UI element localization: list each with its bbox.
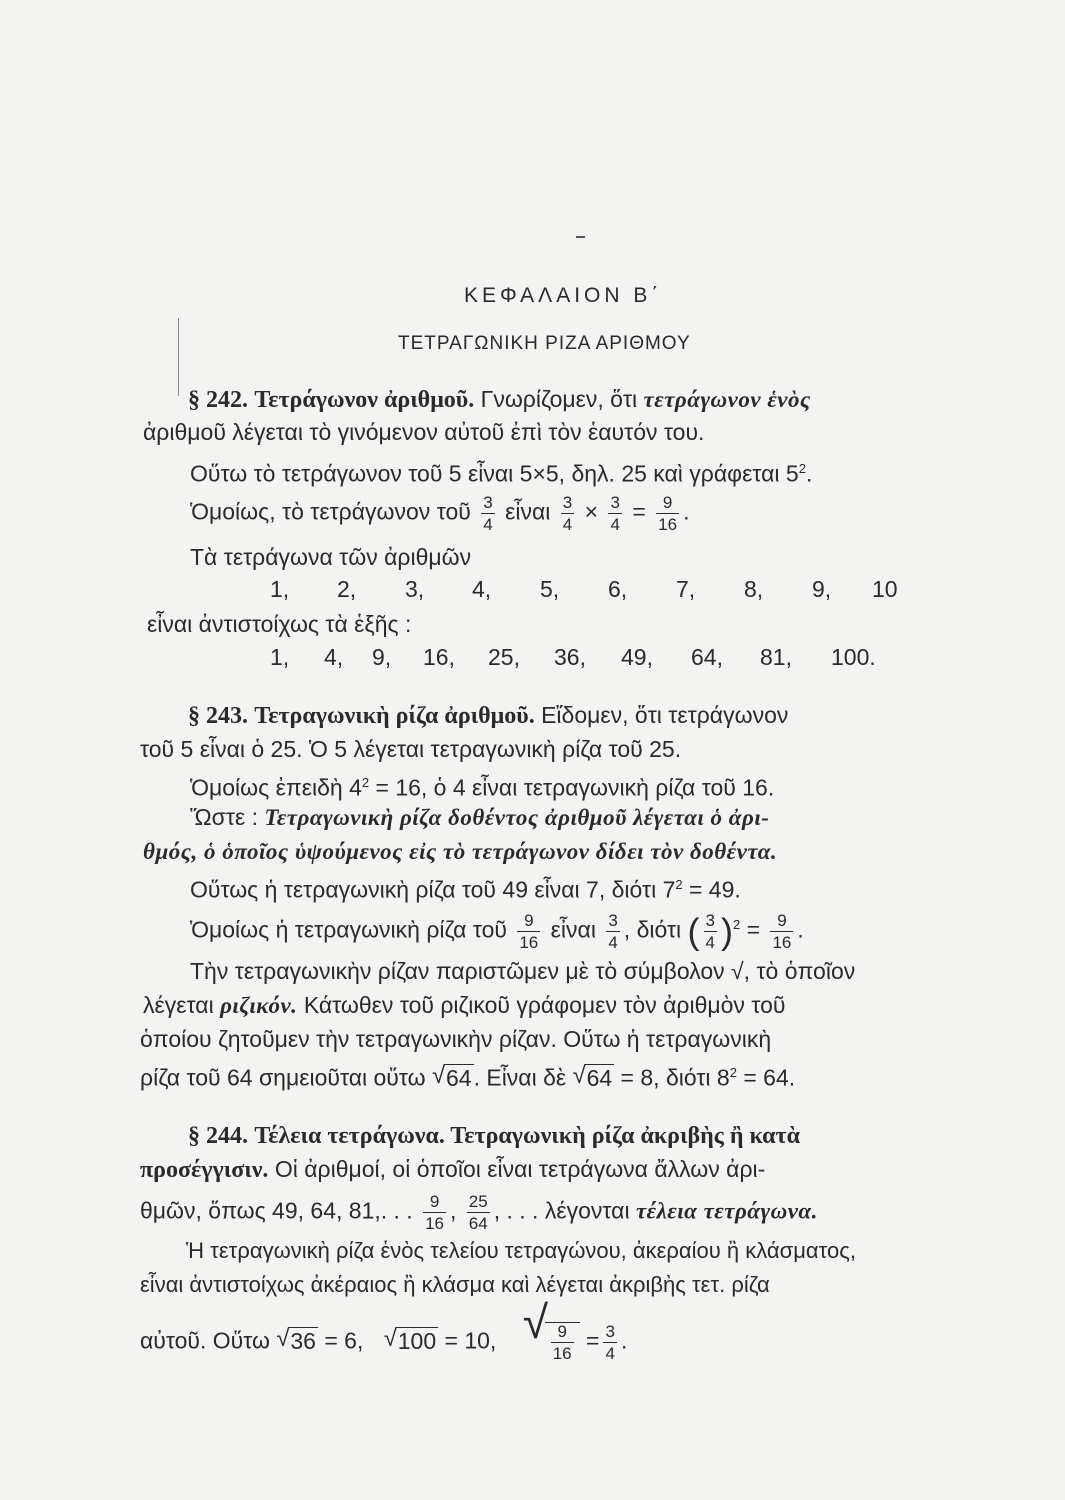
number: 9, [812, 576, 832, 602]
fraction-3-4: $\frac{3}{4}$ [483, 493, 493, 534]
text: Οὕτω τὸ τετράγωνον τοῦ 5 εἶναι 5×5, δηλ. 25 καὶ γράφεται 5 [190, 460, 799, 487]
square-root-36: √ 36 [276, 1324, 316, 1354]
number: 16, [423, 644, 455, 670]
text: = 16, ὁ 4 εἶναι τετραγωνικὴ ρίζα τοῦ 16. [369, 774, 775, 801]
fraction-25-64: $\frac{25}{64}$ [468, 1192, 488, 1233]
number: 64, [691, 644, 723, 670]
s242-line-4 [190, 494, 689, 533]
number: 49, [621, 644, 653, 670]
number: 2, [337, 576, 357, 602]
equals-sign: = [586, 1327, 600, 1354]
text: , . . . λέγονται [493, 1197, 630, 1224]
definition-emphasis: θμός, ὁ ὁποῖος ὑψούμενος εἰς τὸ τετράγωνον δίδει τὸν δοθέντα. [143, 839, 778, 864]
left-paren: ( [687, 910, 700, 952]
scan-mark [576, 236, 585, 238]
text: αὐτοῦ. Οὕτω [140, 1327, 270, 1354]
s242-line-1 [188, 383, 811, 416]
fraction-3-4: $\frac{3}{4}$ [605, 1322, 615, 1363]
times-sign: × [584, 498, 599, 525]
s244-line-3 [140, 1193, 818, 1232]
text: = 6, [317, 1327, 364, 1354]
fraction-3-4: $\frac{3}{4}$ [562, 493, 573, 534]
text: εἶναι [505, 498, 551, 525]
s243-line-9 [143, 989, 785, 1022]
emphasis: τετράγωνον ἑνὸς [643, 387, 811, 412]
text: = 64. [736, 1064, 796, 1091]
text: Ὁμοίως ἡ τετραγωνικὴ ρίζα τοῦ [190, 916, 507, 943]
s243-line-4 [190, 801, 769, 834]
text: . [620, 1327, 628, 1354]
s242-line-5: Τὰ τετράγωνα τῶν ἀριθμῶν [190, 544, 472, 570]
text: , [450, 1197, 457, 1224]
text: Ὁμοίως ἐπειδὴ 4 [190, 774, 362, 801]
fraction-9-16: $\frac{9}{16}$ [658, 493, 678, 534]
number: 3, [405, 576, 425, 602]
number: 9, [372, 644, 392, 670]
fraction-9-16: $\frac{9}{16}$ [519, 911, 539, 953]
emphasis: τέλεια τετράγωνα. [635, 1198, 818, 1224]
right-paren: ) [721, 910, 734, 952]
s244-line-5: εἶναι ἀντιστοίχως ἀκέραιος ἢ κλάσμα καὶ λέγεται ἀκριβὴς τετ. ρίζα [140, 1272, 770, 1297]
text: λέγεται [143, 992, 214, 1018]
superscript: 2 [361, 775, 370, 790]
s243-line-7 [190, 909, 804, 951]
superscript: 2 [733, 917, 741, 932]
chapter-heading: ΚΕΦΑΛΑΙΟΝ Β΄ [464, 284, 663, 307]
s243-line-8: Τὴν τετραγωνικὴν ρίζαν παριστῶμεν μὲ τὸ σύμβολον √, τὸ ὁποῖον [190, 958, 856, 984]
section-number: § 243. [188, 703, 248, 729]
s242-line-2: ἀριθμοῦ λέγεται τὸ γινόμενον αὐτοῦ ἐπὶ τὸν ἑαυτόν του. [143, 419, 705, 445]
square-root-64: √ 64 [572, 1061, 613, 1091]
fraction-9-16: $\frac{9}{16}$ [772, 911, 792, 953]
section-title: Τέλεια τετράγωνα. Τετραγωνικὴ ρίζα ἀκριβὴς ἢ κατὰ [254, 1123, 800, 1149]
equals-sign: = [746, 916, 761, 943]
number: 4, [472, 576, 492, 602]
fraction-3-4: $\frac{3}{4}$ [705, 911, 716, 953]
section-number: § 242. [188, 387, 248, 413]
number: 81, [760, 644, 792, 670]
text: Ὥστε : [190, 804, 259, 830]
text: Οἱ ἀριθμοί, οἱ ὁποῖοι εἶναι τετράγωνα ἄλλων ἀρι- [274, 1156, 766, 1182]
square-root-9-16: √ $\frac{9}{16}$ [523, 1322, 580, 1362]
s244-line-1 [188, 1119, 800, 1152]
s242-line-7: εἶναι ἀντιστοίχως τὰ ἑξῆς : [147, 611, 412, 637]
text: Γνωρίζομεν, ὅτι [480, 386, 638, 412]
s244-line-4: Ἡ τετραγωνικὴ ρίζα ἑνὸς τελείου τετραγώνου, ἀκεραίου ἢ κλάσματος, [186, 1238, 856, 1263]
section-title: Τετραγωνικὴ ρίζα ἀριθμοῦ. [254, 703, 535, 729]
s244-line-2 [140, 1153, 765, 1186]
number: 100. [831, 644, 876, 670]
text: = 10, [438, 1327, 497, 1354]
number: 6, [608, 576, 628, 602]
number: 5, [540, 576, 560, 602]
text: = 49. [682, 876, 741, 903]
square-root-100: √ 100 [383, 1324, 437, 1354]
s243-line-11 [140, 1057, 795, 1094]
section-title: Τετράγωνον ἀριθμοῦ. [254, 387, 475, 413]
text: , διότι [623, 916, 682, 943]
chapter-title: ΤΕΤΡΑΓΩΝΙΚΗ ΡΙΖΑ ΑΡΙΘΜΟΥ [398, 333, 691, 354]
text: . [805, 460, 813, 487]
superscript: 2 [675, 877, 683, 892]
text: ρίζα τοῦ 64 σημειοῦται οὕτω [140, 1064, 426, 1091]
text: = 8, διότι 8 [614, 1064, 730, 1091]
text: . [683, 498, 690, 525]
s242-line-3 [190, 453, 812, 490]
text: θμῶν, ὅπως 49, 64, 81,. . . [140, 1197, 413, 1224]
s243-line-2: τοῦ 5 εἶναι ὁ 25. Ὁ 5 λέγεται τετραγωνικὴ ρίζα τοῦ 25. [140, 736, 682, 762]
section-title: προσέγγισιν. [140, 1157, 269, 1183]
superscript: 2 [729, 1065, 737, 1080]
text: Εἴδομεν, ὅτι τετράγωνον [541, 702, 789, 728]
text: Ὁμοίως, τὸ τετράγωνον τοῦ [190, 498, 471, 525]
fraction-9-16: $\frac{9}{16}$ [552, 1322, 572, 1363]
scan-mark [178, 318, 179, 396]
number: 10 [872, 576, 898, 602]
number: 7, [676, 576, 696, 602]
s243-line-5 [143, 835, 777, 868]
text: . Εἶναι δὲ [473, 1064, 567, 1091]
text: Κάτωθεν τοῦ ριζικοῦ γράφομεν τὸν ἀριθμὸν τοῦ [303, 992, 786, 1018]
definition-emphasis: Τετραγωνικὴ ρίζα δοθέντος ἀριθμοῦ λέγεται ὁ ἀρι- [264, 805, 770, 830]
text: εἶναι [550, 916, 596, 943]
fraction-3-4: $\frac{3}{4}$ [610, 493, 620, 534]
text: . [797, 916, 804, 943]
fraction-9-16: $\frac{9}{16}$ [425, 1192, 445, 1233]
equals-sign: = [632, 498, 646, 525]
s243-line-6 [190, 869, 741, 906]
number: 36, [554, 644, 586, 670]
s243-line-10: ὁποίου ζητοῦμεν τὴν τετραγωνικὴν ρίζαν. Οὕτω ἡ τετραγωνικὴ [140, 1026, 772, 1052]
number: 4, [324, 644, 344, 670]
number: 8, [744, 576, 764, 602]
fraction-3-4: $\frac{3}{4}$ [608, 911, 618, 953]
s244-line-6 [140, 1296, 628, 1363]
emphasis: ριζικόν. [220, 993, 298, 1018]
squares-row [0, 641, 1065, 673]
numbers-row [0, 573, 1065, 605]
s243-line-3 [190, 767, 774, 804]
s243-line-1 [188, 699, 788, 732]
number: 1, [270, 644, 290, 670]
section-number: § 244. [188, 1123, 248, 1149]
superscript: 2 [798, 461, 806, 476]
square-root-64: √ 64 [431, 1061, 472, 1091]
number: 25, [488, 644, 520, 670]
number: 1, [270, 576, 290, 602]
text: Οὕτως ἡ τετραγωνικὴ ρίζα τοῦ 49 εἶναι 7, διότι 7 [190, 876, 676, 903]
